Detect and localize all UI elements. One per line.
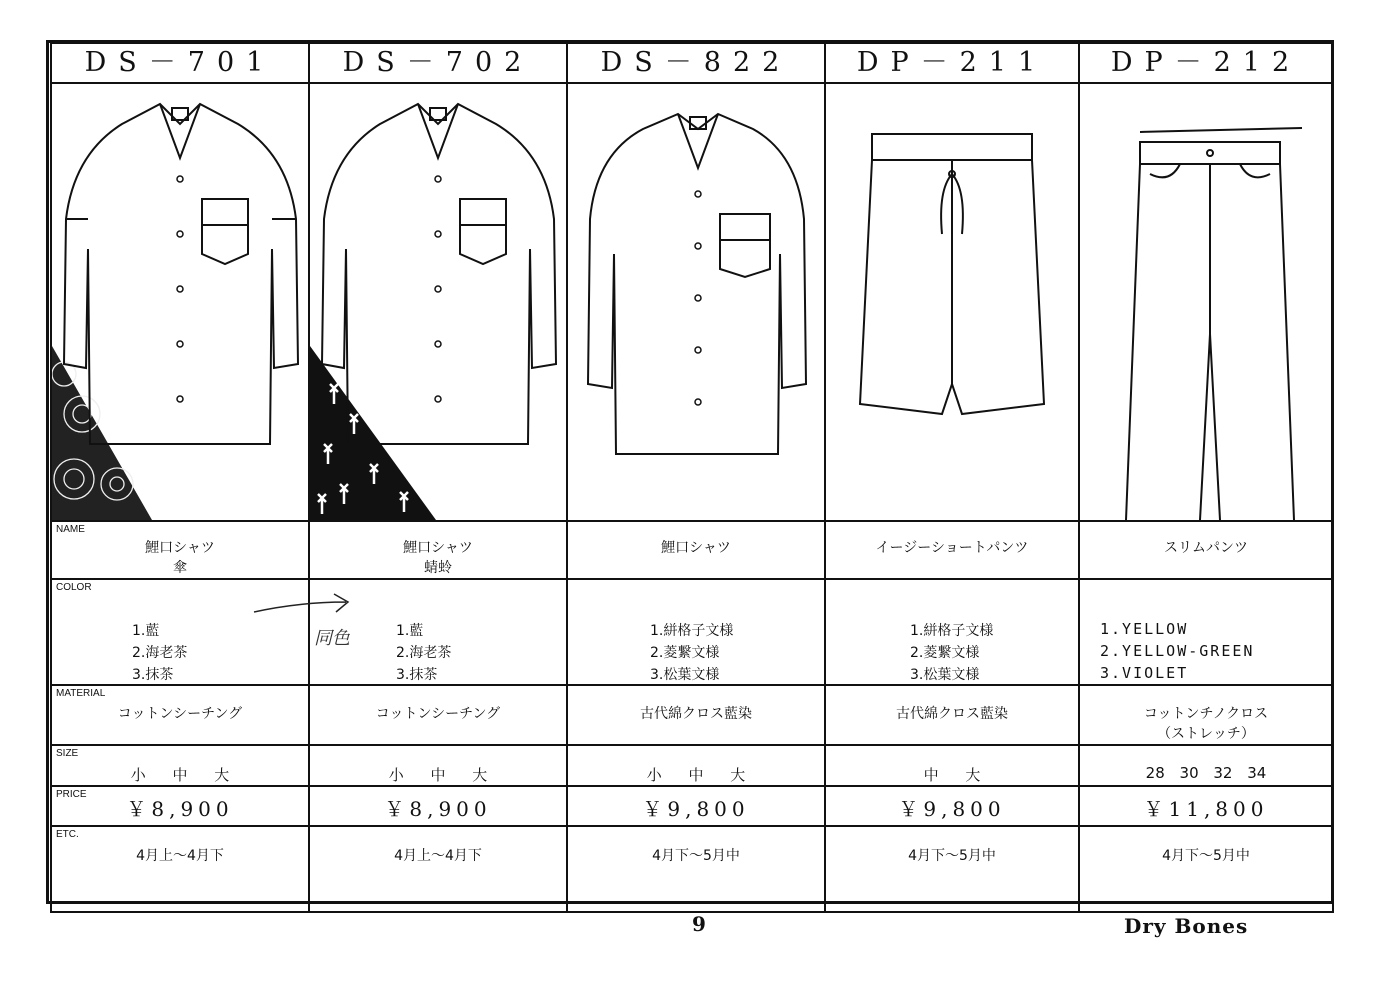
etc-cell: [567, 826, 825, 912]
delivery-period: 4月上～4月下: [136, 848, 224, 864]
size-cell: [1079, 745, 1333, 786]
size-value: 中 大: [923, 766, 981, 784]
product-code: DS－702: [309, 43, 567, 83]
color-option: 1.YELLOW: [1100, 620, 1189, 638]
color-row: [51, 579, 1333, 685]
delivery-period: 4月下～5月中: [908, 848, 996, 864]
price-value: ￥11,800: [1143, 797, 1269, 821]
etc-cell: [1079, 826, 1333, 912]
row-label: COLOR: [56, 582, 92, 593]
shorts-drawing: [826, 84, 1078, 520]
material-cell: [567, 685, 825, 745]
name-cell: [309, 521, 567, 579]
product-name: 鯉口シャツ: [661, 540, 731, 556]
row-label: ETC.: [56, 829, 79, 840]
name-cell: [567, 521, 825, 579]
shirt-drawing: [310, 84, 566, 520]
product-name: 鯉口シャツ: [145, 540, 215, 556]
name-cell: [51, 521, 309, 579]
page-number: 9: [692, 912, 706, 936]
material-cell: [309, 685, 567, 745]
color-option: 2.菱繋文様: [910, 645, 980, 661]
material-cell: [825, 685, 1079, 745]
size-cell: [309, 745, 567, 786]
color-option: 3.抹茶: [132, 667, 174, 683]
color-option: 3.松葉文様: [910, 667, 980, 683]
shirt-illustration: [51, 83, 309, 521]
row-label: PRICE: [56, 789, 87, 800]
color-cell: [1079, 579, 1333, 685]
material-cell: [51, 685, 309, 745]
shirt-drawing: [52, 84, 308, 520]
row-label: SIZE: [56, 748, 79, 759]
material-value: 古代綿クロス藍染: [640, 706, 752, 722]
etc-cell: [309, 826, 567, 912]
handwritten-note: 同色: [314, 628, 350, 649]
size-cell: [567, 745, 825, 786]
product-name: スリムパンツ: [1164, 540, 1248, 556]
product-code: DS－701: [51, 43, 309, 83]
shorts-illustration: [825, 83, 1079, 521]
delivery-period: 4月下～5月中: [652, 848, 740, 864]
etc-row: [51, 826, 1333, 912]
material-value: コットンチノクロス: [1143, 706, 1269, 722]
size-value: 小 中 大: [130, 766, 230, 784]
color-cell: [567, 579, 825, 685]
catalog-sheet: [50, 42, 1332, 902]
name-cell: [1079, 521, 1333, 579]
color-list: [132, 620, 187, 686]
size-cell: [825, 745, 1079, 786]
product-name: イージーショートパンツ: [875, 540, 1029, 556]
size-row: [51, 745, 1333, 786]
price-value: ￥9,800: [642, 797, 750, 821]
color-list: [396, 620, 451, 686]
material-row: [51, 685, 1333, 745]
color-option: 2.YELLOW-GREEN: [1100, 642, 1255, 660]
price-cell: [309, 786, 567, 826]
color-option: 1.絣格子文様: [650, 623, 734, 639]
color-option: 3.抹茶: [396, 667, 438, 683]
pants-drawing: [1080, 84, 1332, 520]
price-cell: [825, 786, 1079, 826]
name-cell: [825, 521, 1079, 579]
price-value: ￥8,900: [126, 797, 234, 821]
etc-cell: [825, 826, 1079, 912]
price-value: ￥9,800: [898, 797, 1006, 821]
product-table: [50, 42, 1334, 913]
pattern-name: 傘: [173, 560, 187, 576]
product-name: 鯉口シャツ: [403, 540, 473, 556]
color-option: 3.松葉文様: [650, 667, 720, 683]
color-list: [650, 620, 733, 686]
price-cell: [567, 786, 825, 826]
color-option: 1.藍: [132, 623, 160, 639]
material-value: コットンシーチング: [375, 706, 501, 722]
color-option: 1.絣格子文様: [910, 623, 994, 639]
code-row: [51, 43, 1333, 83]
product-code: DP－211: [825, 43, 1079, 83]
color-option: 3.VIOLET: [1100, 664, 1189, 682]
price-cell: [51, 786, 309, 826]
shirt-drawing: [568, 84, 824, 520]
shirt-illustration: [309, 83, 567, 521]
material-note: （ストレッチ）: [1157, 726, 1255, 742]
size-cell: [51, 745, 309, 786]
umbrella-pattern-swatch: [52, 346, 152, 520]
product-code: DP－212: [1079, 43, 1333, 83]
dragonfly-pattern-swatch: [310, 346, 436, 520]
handwritten-arrow: [250, 592, 360, 622]
etc-cell: [51, 826, 309, 912]
color-cell: [825, 579, 1079, 685]
shirt-illustration: [567, 83, 825, 521]
size-value: 28 30 32 34: [1145, 764, 1267, 782]
material-value: コットンシーチング: [117, 706, 243, 722]
color-list: [1100, 618, 1254, 684]
material-cell: [1079, 685, 1333, 745]
row-label: MATERIAL: [56, 688, 106, 699]
product-code: DS－822: [567, 43, 825, 83]
price-row: [51, 786, 1333, 826]
color-option: 2.海老茶: [396, 645, 452, 661]
color-list: [910, 620, 993, 686]
price-cell: [1079, 786, 1333, 826]
brand-name: Dry Bones: [1124, 914, 1249, 938]
pants-illustration: [1079, 83, 1333, 521]
price-value: ￥8,900: [384, 797, 492, 821]
size-value: 小 中 大: [388, 766, 488, 784]
pattern-name: 蜻蛉: [424, 560, 452, 576]
name-row: [51, 521, 1333, 579]
illustration-row: [51, 83, 1333, 521]
delivery-period: 4月上～4月下: [394, 848, 482, 864]
color-option: 1.藍: [396, 623, 424, 639]
row-label: NAME: [56, 524, 85, 535]
color-option: 2.海老茶: [132, 645, 188, 661]
delivery-period: 4月下～5月中: [1162, 848, 1250, 864]
color-option: 2.菱繋文様: [650, 645, 720, 661]
size-value: 小 中 大: [646, 766, 746, 784]
material-value: 古代綿クロス藍染: [896, 706, 1008, 722]
